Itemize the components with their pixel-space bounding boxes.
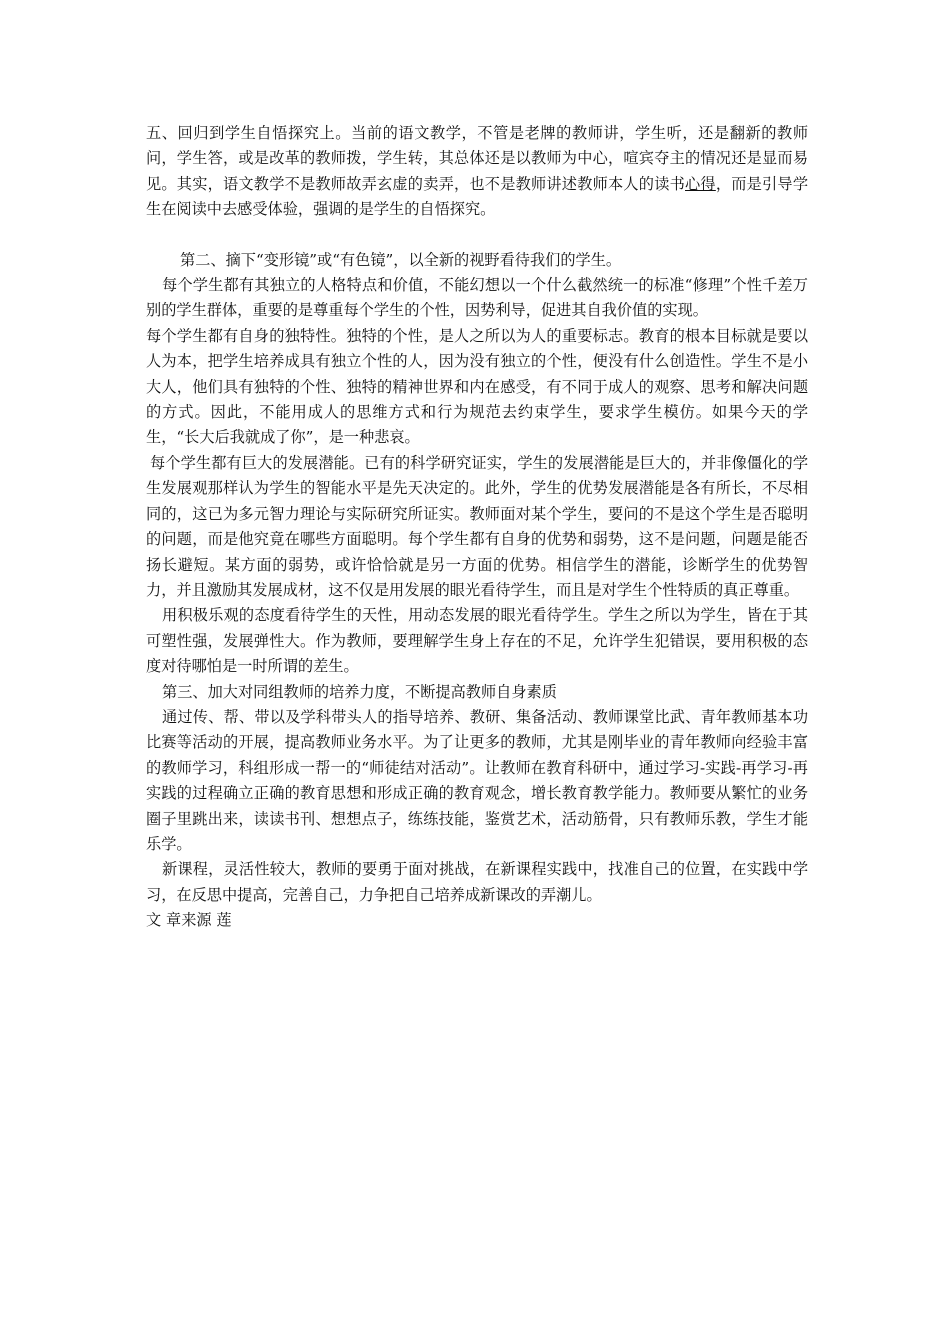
paragraph-training: 通过传、帮、带以及学科带头人的指导培养、教研、集备活动、教师课堂比武、青年教师基本功比赛等活动的开展，提高教师业务水平。为了让更多的教师，尤其是刚毕业的青年教师向经验丰富的教师学习，科组形成一帮一的“师徒结对活动”。让教师在教育科研中，通过学习-实践-再学习-再实践的过程确立正确的教育思想和形成正确的教育观念，增长教育教学能力。教师要从繁忙的业务圈子里跳出来，读读书刊、想想点子，练练技能，鉴赏艺术，活动筋骨，只有教师乐教，学生才能乐学。 <box>146 707 808 853</box>
paragraph-text: 五、回归到学生自悟探究上。当前的语文教学，不管是老牌的教师讲，学生听，还是翻新的教师问，学生答，或是改革的教师拨，学生转，其总体还是以教师为中心，喧宾夺主的情况还是显而易见。其实，语文教学不是教师故弄玄虚的卖弄，也不是教师讲述教师本人的读书 <box>146 124 808 193</box>
underlined-link[interactable]: 心得 <box>685 174 716 193</box>
paragraph-personality: 每个学生都有其独立的人格特点和价值，不能幻想以一个什么截然统一的标准“修理”个性千差万别的学生群体，重要的是尊重每个学生的个性，因势利导，促进其自我价值的实现。 <box>146 276 808 320</box>
paragraph-text: ，而是引导学生在阅读中去感受体验，强调的是学生的自悟探究。 <box>146 174 809 219</box>
section-heading-third: 第三、加大对同组教师的培养力度，不断提高教师自身素质 <box>162 682 557 701</box>
paragraph-optimism: 用积极乐观的态度看待学生的天性，用动态发展的眼光看待学生。学生之所以为学生，皆在于其可塑性强，发展弹性大。作为教师，要理解学生身上存在的不足，允许学生犯错误，要用积极的态度对待哪怕是一时所谓的差生。 <box>146 606 808 676</box>
paragraph-new-curriculum: 新课程，灵活性较大，教师的要勇于面对挑战，在新课程实践中，找准自己的位置，在实践中学习，在反思中提高，完善自己，力争把自己培养成新课改的弄潮儿。 <box>146 860 808 904</box>
paragraph-self-inquiry <box>146 121 808 223</box>
blank-line <box>146 223 808 248</box>
paragraph-uniqueness: 每个学生都有自身的独特性。独特的个性，是人之所以为人的重要标志。教育的根本目标就是要以人为本，把学生培养成具有独立个性的人，因为没有独立的个性，便没有什么创造性。学生不是小大人，他们具有独特的个性、独特的精神世界和内在感受，有不同于成人的观察、思考和解决问题的方式。因此，不能用成人的思维方式和行为规范去约束学生，要求学生模仿。如果今天的学生，“长大后我就成了你”，是一种悲哀。 <box>146 326 808 447</box>
paragraph-potential: 每个学生都有巨大的发展潜能。已有的科学研究证实，学生的发展潜能是巨大的，并非像僵化的学生发展观那样认为学生的智能水平是先天决定的。此外，学生的优势发展潜能是各有所长，不尽相同的，这已为多元智力理论与实际研究所证实。教师面对某个学生，要问的不是这个学生是否聪明的问题，而是他究竟在哪些方面聪明。每个学生都有自身的优势和弱势，这不是问题，问题是能否扬长避短。某方面的弱势，或许恰恰就是另一方面的优势。相信学生的潜能，诊断学生的优势智力，并且激励其发展成材，这不仅是用发展的眼光看待学生，而且是对学生个性特质的真正尊重。 <box>146 453 808 599</box>
source-line: 文 章来源 莲 <box>146 911 232 930</box>
document-page <box>146 121 808 934</box>
section-heading-second: 第二、摘下“变形镜”或“有色镜”，以全新的视野看待我们的学生。 <box>180 250 622 269</box>
